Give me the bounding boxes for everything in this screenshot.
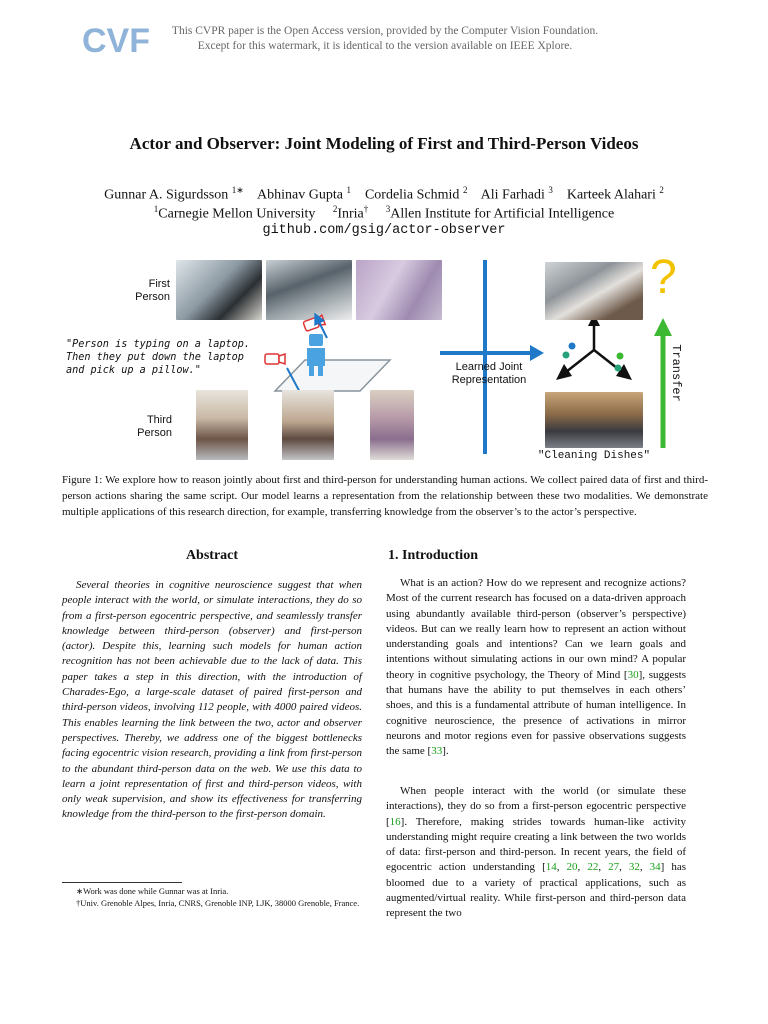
author: Karteek Alahari [566, 187, 656, 203]
citation-link[interactable]: 16 [389, 815, 401, 828]
watermark-line-2: Except for this watermark, it is identical to the version available on IEEE Xplore. [197, 40, 573, 52]
person-head-icon [309, 334, 323, 346]
third-person-frame-1 [196, 390, 248, 460]
intro-heading: 1. Introduction [388, 548, 478, 563]
abstract-text: Several theories in cognitive neuroscience suggest that when people interact with the world, or simulate interactions, they do so from a first-person egocentric perspective, and seamlessly transfer knowledge between third-person (observer) and first-person (actor). Despite this, learning such models for human action recognition has not been achievable due to the lack of data. This paper takes a step in this direction, with the introduction of Charades-Ego, a large-scale dataset of paired first-person and third-person videos, involving 112 people, with 4000 paired videos. This enables learning the link between the two, actor and observer perspectives. Thereby, we address one of the biggest bottlenecks facing egocentric vision research, providing a link from first-person to the abundant third-person data on the web. We use this data to learn a joint representation of first and third-person videos, with only weak supervision, and show its effectiveness for transferring knowledge from the third-person to the first-person domain. [62, 579, 362, 821]
figure-caption: Figure 1: We explore how to reason jointly about first and third-person for understanding human actions. We collect paired data of first and third-person actions sharing the same script. Our model learns a representation from the relationship between these two modalities. We demonstrate multiple applications of this research direction, for example, transferring knowledge from the observer’s to the actor’s perspective. [62, 474, 708, 518]
author: Abhinav Gupta [257, 187, 343, 203]
affiliation: Carnegie Mellon University [158, 206, 316, 222]
person-body-icon [307, 348, 325, 366]
github-link[interactable]: github.com/gsig/actor-observer [262, 223, 506, 238]
footnote-1: ∗Work was done while Gunnar was at Inria. [76, 886, 229, 896]
paper-title: Actor and Observer: Joint Modeling of First and Third-Person Videos [129, 134, 639, 153]
citation-link[interactable]: 20 [566, 861, 578, 874]
third-person-label: Third Person [137, 414, 172, 439]
author: Cordelia Schmid [364, 187, 460, 203]
cleaning-dishes-frame [545, 392, 643, 448]
citation-link[interactable]: 34 [649, 861, 661, 874]
citation-link[interactable]: 33 [431, 745, 443, 758]
citation-link[interactable]: 32 [628, 861, 640, 874]
question-mark-icon: ? [650, 251, 677, 304]
citation-link[interactable]: 27 [608, 861, 620, 874]
cleaning-dishes-label: "Cleaning Dishes" [537, 450, 651, 462]
first-person-frame-2 [266, 260, 352, 320]
affiliation: Inria [337, 206, 364, 222]
author: Ali Farhadi [480, 187, 545, 203]
footnote-rule [62, 882, 182, 883]
first-person-label: First Person [135, 278, 170, 303]
intro-paragraph-1: What is an action? How do we represent and recognize actions? Most of the current research has focused on a data-driven approach using abundantly available third-person (observer’s perspective) videos. But can we really learn how to represent an action without understanding goals and intentions? Can we learn goals and intentions without simulating actions in our own mind? A popular theory in cognitive psychology, the Theory of Mind [30], suggests that humans have the ability to put themselves in each others’ shoes, and this is a fundamental attribute of human intelligence. In cognitive neuroscience, the presence of activations in mirror neurons and motor regions even for passive observations suggests the same [33]. [386, 577, 687, 758]
first-person-frame-1 [176, 260, 262, 320]
watermark [150, 24, 620, 54]
affiliation: Allen Institute for Artificial Intelligence [390, 206, 615, 222]
citation-link[interactable]: 22 [587, 861, 599, 874]
citation-link[interactable]: 30 [627, 668, 639, 681]
cvf-logo [80, 20, 150, 60]
svg-text:CVF: CVF [82, 22, 150, 60]
intro-paragraph-2: When people interact with the world (or simulate these interactions), they do so from a first-person egocentric perspective [16]. Therefore, making strides towards human-like activity understanding might require creating a link between the two worlds of data: first-person and third-person. In recent years, the field of egocentric action understanding [14, 20, 22, 27, 32, 34] has bloomed due to a variety of practical applications, such as augmented/virtual reality. While first-person and third-person data represent the two [386, 785, 687, 920]
footnotes [62, 885, 362, 909]
abstract-heading: Abstract [185, 548, 239, 563]
author-list: Gunnar A. Sigurdsson $^{1∗}$ Abhinav Gupta $^1$ Cordelia Schmid $^2$ Ali Farhadi $^3$ Karteek Alahari $^2$ [104, 185, 664, 203]
author: Gunnar A. Sigurdsson [104, 187, 229, 203]
watermark-line-1: This CVPR paper is the Open Access version, provided by the Computer Vision Foundation. [171, 25, 599, 37]
script-quote: "Person is typing on a laptop. Then they put down the laptop and pick up a pillow." [66, 339, 251, 376]
transfer-label: Transfer [669, 344, 683, 402]
third-person-frame-2 [282, 390, 334, 460]
citation-link[interactable]: 14 [545, 861, 557, 874]
affiliations: $^1$Carnegie Mellon University $^2$Inria† $^3$Allen Institute for Artificial Intelligence [153, 204, 615, 222]
predicted-first-person-frame [545, 262, 643, 320]
camera-icon [265, 354, 285, 364]
third-person-frame-3 [370, 390, 414, 460]
learned-representation-label: Learned Joint Representation [451, 361, 527, 386]
footnote-2: †Univ. Grenoble Alpes, Inria, CNRS, Grenoble INP, LJK, 38000 Grenoble, France. [76, 898, 360, 908]
